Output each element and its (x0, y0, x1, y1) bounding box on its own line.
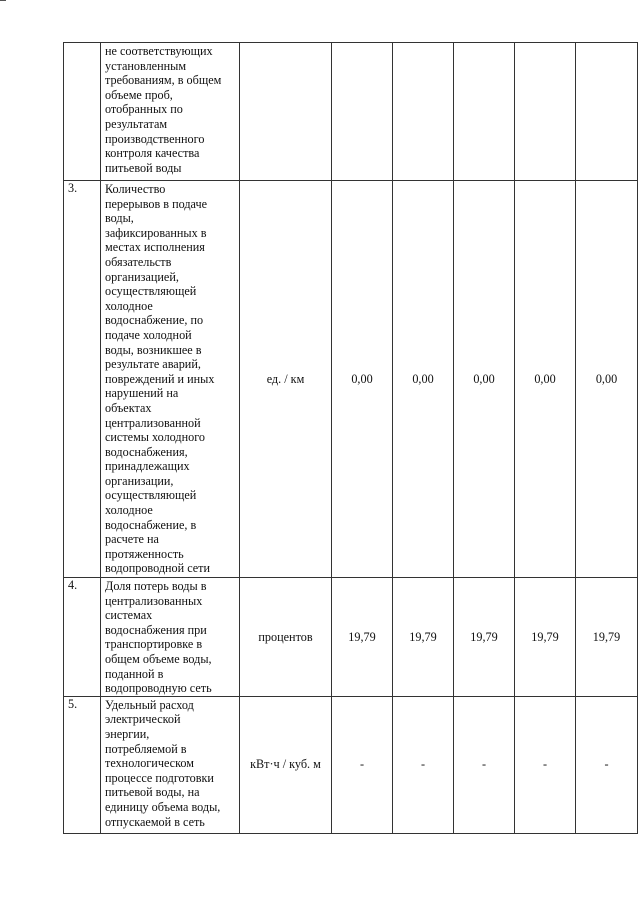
indicator-name-line: производственного (105, 131, 205, 146)
indicator-name-line: водопроводную сеть (105, 681, 212, 696)
value-cell: 0,00 (332, 181, 393, 578)
indicator-name-line: контроля качества (105, 146, 200, 161)
indicator-name-line: результате аварий, (105, 357, 201, 372)
table-row (64, 696, 638, 833)
value-cell: 19,79 (576, 578, 638, 697)
indicator-name-line: не соответствующих (105, 44, 213, 58)
indicator-name-line: результатам (105, 116, 168, 131)
indicator-name-line: повреждений и иных (105, 371, 215, 386)
indicator-name-line: единицу объема воды, (105, 799, 221, 814)
indicator-name-line: зафиксированных в (105, 225, 207, 240)
value-cell: 19,79 (332, 578, 393, 697)
indicator-name-line: принадлежащих (105, 459, 190, 474)
indicator-name-line: требованиям, в общем (105, 73, 222, 88)
indicator-name (101, 578, 240, 697)
indicator-name-line: системах (105, 608, 153, 623)
indicator-name-line: водопроводной сети (105, 561, 211, 576)
indicators-table (63, 42, 638, 834)
indicator-name-line: транспортировке в (105, 637, 203, 652)
value-cell: 0,00 (454, 181, 515, 578)
indicator-name-line: поданной в (105, 666, 164, 681)
unit-cell (240, 43, 332, 181)
value-cell (454, 43, 515, 181)
row-number: 4. (64, 578, 101, 697)
indicator-name-line: осуществляющей (105, 284, 197, 299)
value-cell: - (332, 696, 393, 833)
row-number (64, 43, 101, 181)
indicator-name-line: холодное (105, 503, 153, 518)
unit-cell: кВт·ч / куб. м (240, 696, 332, 833)
value-cell (515, 43, 576, 181)
value-cell (576, 43, 638, 181)
indicator-name-line: энергии, (105, 726, 150, 741)
row-number: 5. (64, 696, 101, 833)
row-number: 3. (64, 181, 101, 578)
indicator-name-line: технологическом (105, 756, 194, 771)
value-cell (393, 43, 454, 181)
table-row (64, 181, 638, 578)
table-row (64, 43, 638, 181)
value-cell: 19,79 (454, 578, 515, 697)
indicator-name-line: организации, (105, 473, 174, 488)
indicator-name-line: перерывов в подаче (105, 196, 208, 211)
indicator-name-line: системы холодного (105, 430, 206, 445)
value-cell: - (454, 696, 515, 833)
indicator-name-line: подаче холодной (105, 327, 192, 342)
value-cell (332, 43, 393, 181)
indicator-name-line: объеме проб, (105, 87, 173, 102)
unit-cell: ед. / км (240, 181, 332, 578)
indicator-name-line: организацией, (105, 269, 179, 284)
indicator-name-line: местах исполнения (105, 240, 205, 255)
value-cell: 0,00 (576, 181, 638, 578)
indicator-name-line: осуществляющей (105, 488, 197, 503)
indicator-name-line: обязательств (105, 254, 172, 269)
value-cell: - (515, 696, 576, 833)
indicator-name-line: водоснабжения, (105, 444, 188, 459)
indicator-name (101, 696, 240, 833)
table-row (64, 578, 638, 697)
indicator-name-line: электрической (105, 712, 181, 727)
indicator-name-line: установленным (105, 58, 187, 73)
indicator-name-line: воды, (105, 211, 134, 226)
value-cell: 0,00 (515, 181, 576, 578)
indicator-name-line: расчете на (105, 532, 159, 547)
indicator-name-line: питьевой воды (105, 160, 182, 175)
indicator-name-line: холодное (105, 298, 153, 313)
indicator-name-line: общем объеме воды, (105, 651, 212, 666)
indicator-name-line: водоснабжение, в (105, 517, 197, 532)
unit-cell: процентов (240, 578, 332, 697)
value-cell: 19,79 (515, 578, 576, 697)
indicator-name-line: объектах (105, 400, 152, 415)
indicator-name-line: воды, возникшее в (105, 342, 202, 357)
indicator-name-line: питьевой воды, на (105, 785, 200, 800)
indicator-name (101, 43, 240, 181)
indicator-name-line: потребляемой в (105, 741, 187, 756)
value-cell: - (576, 696, 638, 833)
indicator-name-line: процессе подготовки (105, 770, 214, 785)
indicator-name-line: водоснабжения при (105, 622, 207, 637)
scan-corner-mark (0, 0, 6, 5)
indicator-name-line: отпускаемой в сеть (105, 814, 205, 829)
indicator-name-line: отобранных по (105, 102, 183, 117)
indicator-name-line: водоснабжение, по (105, 313, 204, 328)
indicator-name (101, 181, 240, 578)
indicator-name-line: Количество (105, 182, 166, 196)
indicator-name-line: нарушений на (105, 386, 179, 401)
value-cell: 19,79 (393, 578, 454, 697)
table-body (64, 43, 638, 834)
indicator-name-line: Доля потерь воды в (105, 579, 207, 593)
indicator-name-line: централизованных (105, 593, 203, 608)
indicator-name-line: протяженность (105, 546, 184, 561)
indicator-name-line: Удельный расход (105, 697, 194, 712)
indicator-name-line: централизованной (105, 415, 201, 430)
value-cell: 0,00 (393, 181, 454, 578)
value-cell: - (393, 696, 454, 833)
